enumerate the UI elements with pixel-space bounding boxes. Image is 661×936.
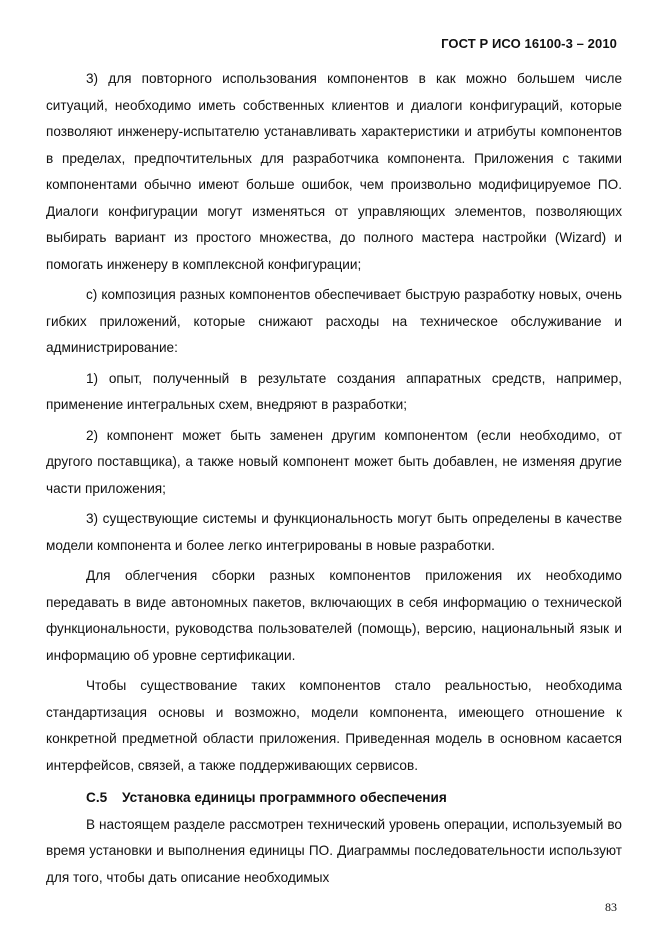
paragraph: 3) для повторного использования компонентов в как можно большем числе ситуаций, необходимо иметь собственных клиентов и диалоги конфигураций, которые позволяют инженеру-испытателю устанавливать характеристики и атрибуты компонентов в пределах, предпочтительных для разработчика компонента. Приложения с такими компонентами обычно имеют больше ошибок, чем произвольно модифицируемое ПО. Диалоги конфигурации могут изменяться от управляющих элементов, позволяющих выбирать вариант из простого множества, до полного мастера настройки (Wizard) и помогать инженеру в комплексной конфигурации;	[46, 71, 622, 272]
page-number: 83	[605, 900, 617, 914]
paragraph: Для облегчения сборки разных компонентов приложения их необходимо передавать в виде автономных пакетов, включающих в себя информацию о технической функциональности, руководства пользователей (помощь), версию, национальный язык и информацию об уровне сертификации.	[46, 568, 622, 663]
section-title: Установка единицы программного обеспечения	[122, 790, 447, 805]
document-header: ГОСТ Р ИСО 16100-3 – 2010	[441, 36, 617, 51]
paragraph: 2) компонент может быть заменен другим компонентом (если необходимо, от другого поставщика), а также новый компонент может быть добавлен, не изменяя другие части приложения;	[46, 427, 622, 496]
paragraph: c) композиция разных компонентов обеспечивает быструю разработку новых, очень гибких приложений, которые снижают расходы на техническое обслуживание и администрирование:	[46, 287, 622, 355]
paragraph: Чтобы существование таких компонентов стало реальностью, необходима стандартизация основы и возможно, модели компонента, имеющего отношение к конкретной предметной области приложения. Приведенная модель в основном касается интерфейсов, связей, а также поддерживающих сервисов.	[46, 678, 622, 773]
paragraph: В настоящем разделе рассмотрен технический уровень операции, используемый во время установки и выполнения единицы ПО. Диаграммы последовательности используют для того, чтобы дать описание необходимых	[46, 816, 622, 885]
page-content	[46, 66, 622, 895]
paragraph: 3) существующие системы и функциональность могут быть определены в качестве модели компонента и более легко интегрированы в новые разработки.	[46, 511, 622, 553]
section-number: C.5	[86, 790, 108, 805]
paragraph: 1) опыт, полученный в результате создания аппаратных средств, например, применение интегральных схем, внедряют в разработки;	[46, 370, 622, 412]
section-heading	[46, 785, 622, 812]
